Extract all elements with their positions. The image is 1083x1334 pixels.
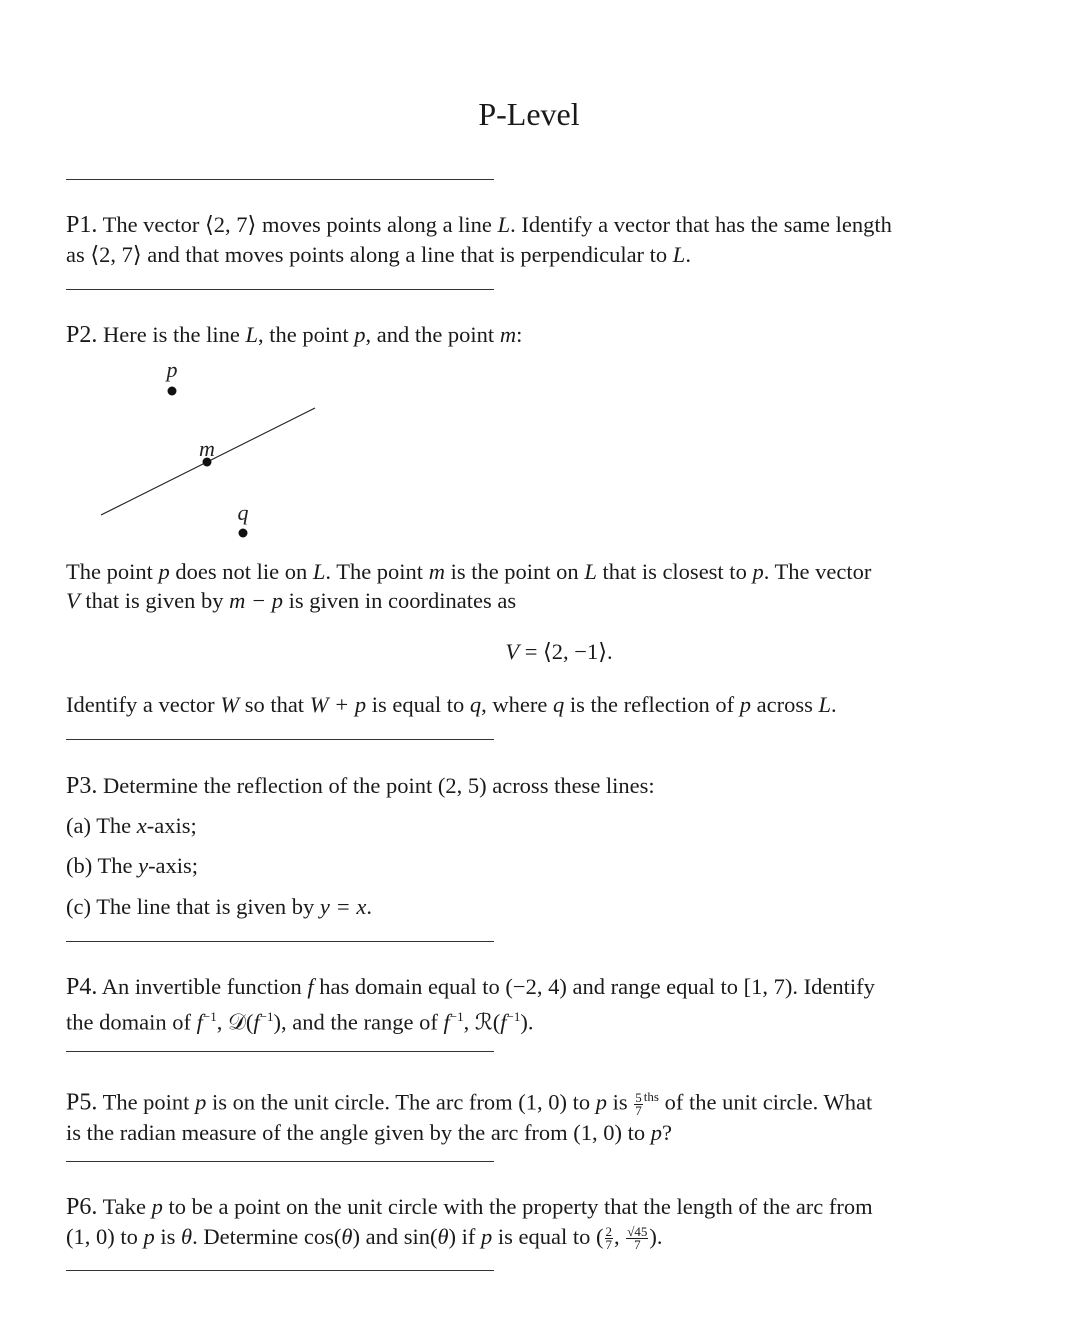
problem-label: P5.	[66, 1089, 98, 1116]
separator-rule	[66, 1051, 494, 1052]
fraction-two-sevenths: $\frac{2}{7}$	[605, 1224, 612, 1253]
p3-item-b: (b) The y-axis;	[66, 853, 199, 878]
problem-label: P3.	[66, 773, 98, 799]
p3-item-c: (c) The line that is given by y = x.	[66, 894, 372, 919]
label-p: p	[166, 357, 178, 382]
label-m: m	[199, 436, 215, 461]
problem-p2-question: Identify a vector W so that W + p is equal to q, where q is the reflection of p across L.	[66, 692, 837, 717]
page-title: P-Level	[478, 96, 580, 132]
problem-p1: P1. The vector ⟨2, 7⟩ moves points along a line L. Identify a vector that has the same length as ⟨2, 7⟩ and that moves points along a line that is perpendicular to L.	[66, 212, 892, 267]
label-q: q	[237, 500, 249, 525]
problem-p4: P4. An invertible function f has domain equal to (−2, 4) and range equal to [1, 7). Identify the domain of $f^{-1}$, $𝒟(f^{-1})$, and the range of $f^{-1}$, $ℛ(f^{-1})$.	[66, 974, 875, 1035]
problem-p3: P3. Determine the reflection of the point (2, 5) across these lines:	[66, 773, 655, 799]
problem-label: P4.	[66, 974, 98, 1000]
problem-p5: P5. The point p is on the unit circle. The arc from (1, 0) to p is $\frac{5}{7}$ $^{ths}$ of the unit circle. What is the radian measure of the angle given by the arc from (1, 0) to p?	[66, 1089, 873, 1145]
p3-item-a: (a) The x-axis;	[66, 813, 197, 838]
problem-label: P2.	[66, 322, 98, 348]
separator-rule	[66, 739, 494, 740]
problem-label: P1.	[66, 212, 98, 238]
fraction-five-sevenths: $\frac{5}{7}$	[635, 1089, 642, 1118]
separator-rule	[66, 1270, 494, 1271]
problem-p6: P6. Take p to be a point on the unit circle with the property that the length of the arc from (1, 0) to p is θ. Determine cos(θ) and sin(θ) if p is equal to ( $\frac{2}{7}$ , $\frac{√45}{7}$ ).	[66, 1194, 873, 1253]
point-p	[168, 387, 177, 396]
problem-p2-intro: P2. Here is the line L, the point p, and the point m:	[66, 322, 523, 348]
equation-v: V = ⟨2, −1⟩.	[505, 639, 613, 664]
separator-rule	[66, 1161, 494, 1162]
point-q	[239, 529, 248, 538]
problem-label: P6.	[66, 1194, 98, 1220]
fraction-root45-sevenths: $\frac{√45}{7}$	[627, 1224, 648, 1253]
problem-p2-body: The point p does not lie on L. The point m is the point on L that is closest to p. The vector V that is given by m − p is given in coordinates as	[66, 559, 872, 613]
separator-rule	[66, 941, 494, 942]
